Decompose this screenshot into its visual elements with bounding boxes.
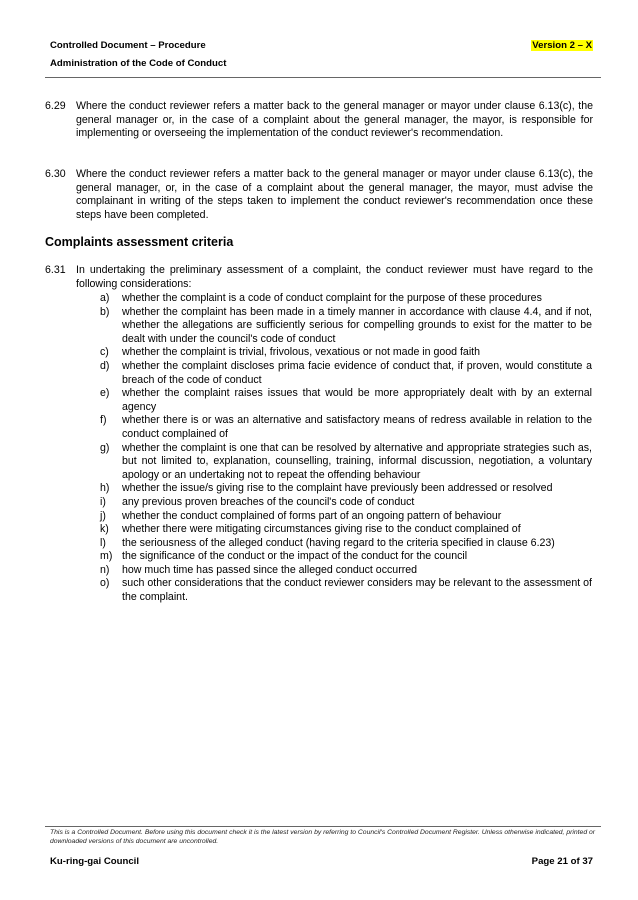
- list-item-text: whether the complaint has been made in a timely manner in accordance with clause 4.4, and if not, whether the allegations are sufficiently serious for compelling grounds to exist for the matter to be dealt with under the council's code of conduct: [122, 305, 592, 345]
- list-item: [100, 510, 592, 524]
- page-number: Page 21 of 37: [531, 856, 593, 867]
- footer-organisation: Ku-ring-gai Council: [50, 856, 139, 867]
- list-item-text: whether the conduct complained of forms part of an ongoing pattern of behaviour: [122, 509, 502, 522]
- list-marker: f): [100, 414, 107, 427]
- list-marker: c): [100, 346, 109, 359]
- list-item-text: whether the complaint raises issues that would be more appropriately dealt with by an external agency: [122, 387, 592, 413]
- list-item: [100, 414, 592, 441]
- clause-intro: In undertaking the preliminary assessment of a complaint, the conduct reviewer must have regard to the following considerations:: [76, 264, 593, 290]
- list-item: [100, 292, 592, 306]
- list-marker: h): [100, 482, 110, 495]
- list-item-text: the significance of the conduct or the impact of the conduct for the council: [122, 550, 468, 563]
- list-item-text: whether the issue/s giving rise to the complaint have previously been addressed or resolved: [122, 482, 553, 495]
- clause-6-31: [45, 264, 593, 291]
- clause-text: Where the conduct reviewer refers a matter back to the general manager or mayor under clause 6.13(c), the general manager or, in the case of a complaint about the general manager, the mayor, is responsible for implementing or overseeing the implementation of the conduct reviewer's recommendation.: [76, 100, 593, 140]
- considerations-list: [100, 292, 592, 605]
- list-item: [100, 496, 592, 510]
- list-marker: l): [100, 536, 106, 549]
- list-item-text: any previous proven breaches of the council's code of conduct: [122, 495, 415, 508]
- list-item: [100, 523, 592, 537]
- list-marker: j): [100, 509, 106, 522]
- list-marker: o): [100, 577, 110, 590]
- list-item: [100, 346, 592, 360]
- document-header-title: Controlled Document – Procedure: [50, 40, 206, 51]
- list-item: [100, 564, 592, 578]
- controlled-document-note: This is a Controlled Document. Before using this document check it is the latest version by referring to Council's Controlled Document Register. Unless otherwise indicated, printed or downloaded versions of this document are uncontrolled.: [50, 829, 596, 845]
- list-marker: i): [100, 495, 106, 508]
- clause-6-30: [45, 168, 593, 222]
- header-divider: [45, 77, 601, 78]
- list-item: [100, 442, 592, 483]
- list-item-text: whether there were mitigating circumstances giving rise to the conduct complained of: [122, 523, 521, 536]
- list-marker: e): [100, 387, 110, 400]
- list-item: [100, 577, 592, 604]
- list-marker: m): [100, 550, 113, 563]
- list-marker: k): [100, 523, 109, 536]
- list-item: [100, 550, 592, 564]
- list-item-text: how much time has passed since the alleged conduct occurred: [122, 563, 418, 576]
- list-marker: a): [100, 292, 110, 304]
- list-item-text: such other considerations that the conduct reviewer considers may be relevant to the assessment of the complaint.: [122, 577, 592, 604]
- section-heading: Complaints assessment criteria: [45, 235, 234, 249]
- list-item-text: whether the complaint is a code of conduct complaint for the purpose of these procedures: [122, 292, 542, 304]
- list-item-text: whether the complaint is trivial, frivolous, vexatious or not made in good faith: [122, 346, 481, 359]
- clause-number: 6.29: [45, 100, 66, 112]
- list-item: [100, 360, 592, 387]
- list-marker: g): [100, 441, 110, 454]
- clause-6-29: [45, 100, 593, 141]
- list-item-text: whether the complaint discloses prima facie evidence of conduct that, if proven, would constitute a breach of the code of conduct: [122, 359, 592, 386]
- list-item: [100, 306, 592, 347]
- list-item: [100, 387, 592, 414]
- footer-divider: [45, 826, 601, 827]
- list-item-text: whether there is or was an alternative and satisfactory means of redress available in relation to the conduct complained of: [122, 414, 592, 440]
- list-item-text: whether the complaint is one that can be resolved by alternative and appropriate strategies such as, but not limited to, explanation, counselling, training, informal discussion, negotiation, a voluntary apology or an undertaking not to repeat the offending behaviour: [122, 441, 592, 481]
- clause-number: 6.31: [45, 264, 66, 276]
- version-badge: Version 2 – X: [532, 40, 592, 51]
- list-marker: n): [100, 563, 110, 576]
- list-item: [100, 482, 592, 496]
- list-item-text: the seriousness of the alleged conduct (having regard to the criteria specified in clause 6.23): [122, 536, 555, 549]
- clause-text: Where the conduct reviewer refers a matter back to the general manager or mayor under clause 6.13(c), the general manager, or, in the case of a complaint about the general manager, the mayor, must advise the complainant in writing of the steps taken to implement the conduct reviewer's recommendation once these steps have been completed.: [76, 168, 593, 221]
- document-header-subtitle: Administration of the Code of Conduct: [50, 58, 227, 69]
- list-item: [100, 537, 592, 551]
- list-marker: b): [100, 305, 110, 318]
- list-marker: d): [100, 359, 110, 372]
- clause-number: 6.30: [45, 168, 66, 180]
